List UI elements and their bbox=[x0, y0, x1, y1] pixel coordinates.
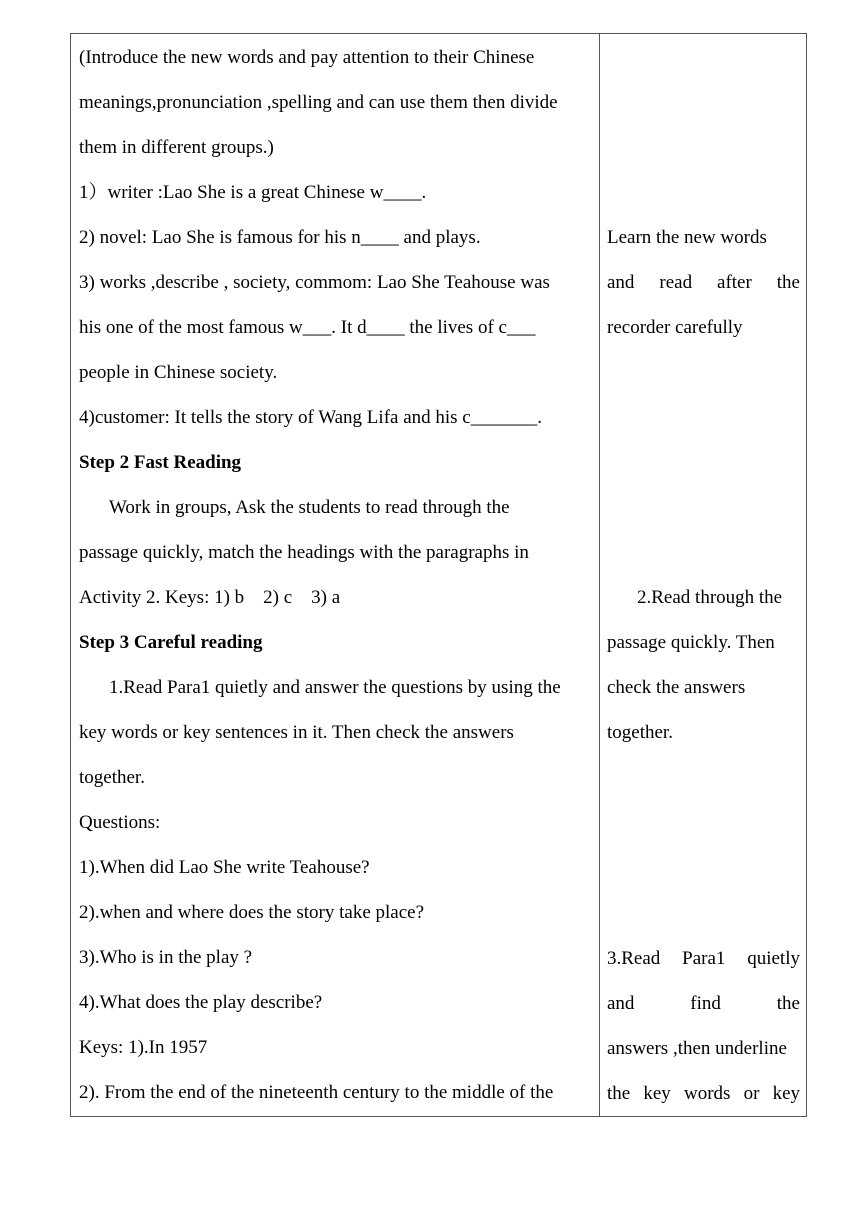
activity-2-line-3: check the answers bbox=[607, 677, 746, 698]
word: 3.Read bbox=[607, 948, 661, 969]
vocab-item-works: 3) works ,describe , society, commom: Lao She Teahouse was bbox=[79, 272, 550, 293]
activity-block-2 bbox=[607, 584, 800, 764]
word: quietly bbox=[747, 948, 800, 969]
word: and bbox=[607, 272, 635, 293]
vocab-item-novel: 2) novel: Lao She is famous for his n____ and plays. bbox=[79, 227, 481, 248]
word: words bbox=[683, 1083, 731, 1104]
keys-line-1: Keys: 1).In 1957 bbox=[79, 1037, 208, 1058]
question-3: 3).Who is in the play ? bbox=[79, 947, 253, 968]
activity-3-line-3: answers ,then underline bbox=[607, 1038, 787, 1059]
activity-2-line-1: 2.Read through the bbox=[637, 587, 783, 608]
vocab-item-writer: 1）writer :Lao She is a great Chinese w____. bbox=[79, 182, 427, 203]
activity-3-line-2 bbox=[607, 990, 800, 1035]
step-3-text-3: together. bbox=[79, 767, 145, 788]
activity-2-line-2: passage quickly. Then bbox=[607, 632, 775, 653]
intro-line-3: them in different groups.) bbox=[79, 137, 274, 158]
step-2-heading: Step 2 Fast Reading bbox=[79, 452, 242, 473]
step-2-text-2: passage quickly, match the headings with the paragraphs in bbox=[79, 542, 529, 563]
step-2-text-1: Work in groups, Ask the students to read through the bbox=[109, 497, 510, 518]
question-1: 1).When did Lao She write Teahouse? bbox=[79, 857, 370, 878]
word: the bbox=[607, 1083, 631, 1104]
activity-2-line-4: together. bbox=[607, 722, 673, 743]
activity-1-line-2 bbox=[607, 269, 800, 314]
questions-label: Questions: bbox=[79, 812, 161, 833]
word: or bbox=[743, 1083, 760, 1104]
intro-line-1: (Introduce the new words and pay attention to their Chinese bbox=[79, 47, 535, 68]
word: the bbox=[776, 272, 800, 293]
word: find bbox=[690, 993, 721, 1014]
activity-1-line-3: recorder carefully bbox=[607, 317, 743, 338]
intro-line-2: meanings,pronunciation ,spelling and can use them then divide bbox=[79, 92, 558, 113]
step-3-text-2: key words or key sentences in it. Then check the answers bbox=[79, 722, 514, 743]
step-3-text-1: 1.Read Para1 quietly and answer the questions by using the bbox=[109, 677, 561, 698]
word: and bbox=[607, 993, 635, 1014]
column-divider bbox=[599, 34, 600, 1116]
vocab-item-works-cont2: people in Chinese society. bbox=[79, 362, 278, 383]
lesson-plan-table bbox=[70, 33, 807, 1117]
word: key bbox=[772, 1083, 800, 1104]
step-2-keys: Activity 2. Keys: 1) b 2) c 3) a bbox=[79, 587, 341, 608]
teaching-procedure-column bbox=[79, 44, 591, 1124]
student-activity-column bbox=[607, 34, 800, 1116]
keys-line-2: 2). From the end of the nineteenth century to the middle of the bbox=[79, 1082, 554, 1103]
question-2: 2).when and where does the story take place? bbox=[79, 902, 425, 923]
vocab-item-works-cont: his one of the most famous w___. It d____ the lives of c___ bbox=[79, 317, 536, 338]
activity-block-1 bbox=[607, 224, 800, 359]
word: key bbox=[643, 1083, 671, 1104]
activity-3-line-4 bbox=[607, 1080, 800, 1125]
word: the bbox=[776, 993, 800, 1014]
activity-3-line-1 bbox=[607, 945, 800, 990]
question-4: 4).What does the play describe? bbox=[79, 992, 323, 1013]
word: after bbox=[717, 272, 752, 293]
word: Para1 bbox=[682, 948, 726, 969]
vocab-item-customer: 4)customer: It tells the story of Wang Lifa and his c_______. bbox=[79, 407, 542, 428]
activity-1-line-1: Learn the new words bbox=[607, 227, 767, 248]
activity-block-3 bbox=[607, 945, 800, 1125]
word: read bbox=[659, 272, 693, 293]
step-3-heading: Step 3 Careful reading bbox=[79, 632, 263, 653]
